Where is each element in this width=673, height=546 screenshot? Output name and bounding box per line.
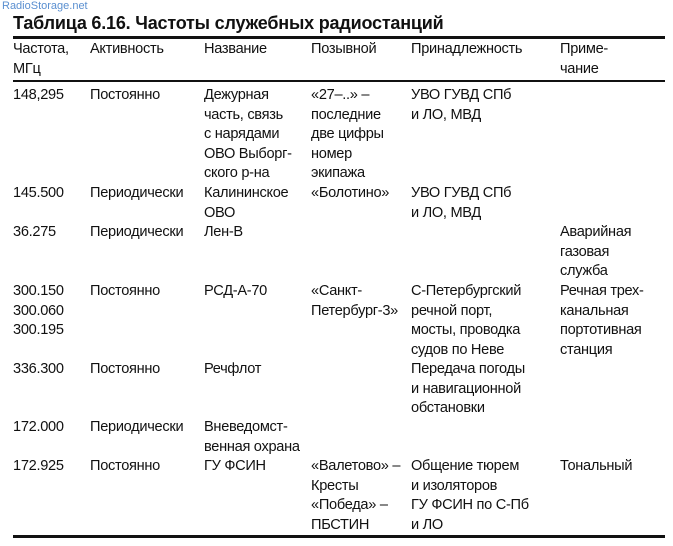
cell-callsign: «Санкт- Петербург-3» <box>311 283 398 319</box>
cell-frequency: 336.300 <box>13 361 64 377</box>
cell-activity: Периодически <box>90 185 184 201</box>
cell-name: ГУ ФСИН <box>204 458 266 474</box>
cell-callsign: «Валетово» – Кресты «Победа» – ПБСТИН <box>311 458 401 533</box>
watermark: RadioStorage.net <box>2 0 88 12</box>
top-rule <box>13 36 665 39</box>
header-activity: Активность <box>90 41 164 57</box>
cell-frequency: 172.000 <box>13 419 64 435</box>
cell-name: РСД-А-70 <box>204 283 267 299</box>
cell-owner: УВО ГУВД СПб и ЛО, МВД <box>411 87 512 123</box>
header-note: Приме- чание <box>560 41 608 77</box>
cell-name: Вневедомст- венная охрана <box>204 419 300 455</box>
header-frequency: Частота, МГц <box>13 41 69 77</box>
header-name: Название <box>204 41 267 57</box>
cell-callsign: «Болотино» <box>311 185 390 201</box>
cell-frequency: 300.150 300.060 300.195 <box>13 283 64 338</box>
cell-activity: Постоянно <box>90 283 160 299</box>
cell-frequency: 148,295 <box>13 87 64 103</box>
cell-frequency: 145.500 <box>13 185 64 201</box>
header-rule <box>13 80 665 82</box>
cell-name: Калининское ОВО <box>204 185 289 221</box>
table-title: Таблица 6.16. Частоты служебных радиостанций <box>13 13 444 33</box>
cell-callsign: «27–..» – последние две цифры номер экипажа <box>311 87 384 181</box>
header-owner: Принадлежность <box>411 41 523 57</box>
header-callsign: Позывной <box>311 41 377 57</box>
cell-frequency: 36.275 <box>13 224 56 240</box>
cell-activity: Постоянно <box>90 87 160 103</box>
bottom-rule <box>13 535 665 538</box>
cell-note: Тональный <box>560 458 633 474</box>
cell-name: Речфлот <box>204 361 262 377</box>
cell-note: Аварийная газовая служба <box>560 224 632 279</box>
cell-owner: Передача погоды и навигационной обстановки <box>411 361 525 416</box>
cell-note: Речная трех- канальная портотивная станция <box>560 283 644 358</box>
cell-name: Дежурная часть, связь с нарядами ОВО Выборг- ского р-на <box>204 87 292 181</box>
cell-owner: УВО ГУВД СПб и ЛО, МВД <box>411 185 512 221</box>
cell-activity: Периодически <box>90 224 184 240</box>
cell-activity: Постоянно <box>90 361 160 377</box>
cell-name: Лен-В <box>204 224 243 240</box>
cell-activity: Периодически <box>90 419 184 435</box>
cell-activity: Постоянно <box>90 458 160 474</box>
cell-frequency: 172.925 <box>13 458 64 474</box>
cell-owner: Общение тюрем и изоляторов ГУ ФСИН по С-Пб и ЛО <box>411 458 529 533</box>
cell-owner: С-Петербургский речной порт, мосты, проводка судов по Неве <box>411 283 522 358</box>
